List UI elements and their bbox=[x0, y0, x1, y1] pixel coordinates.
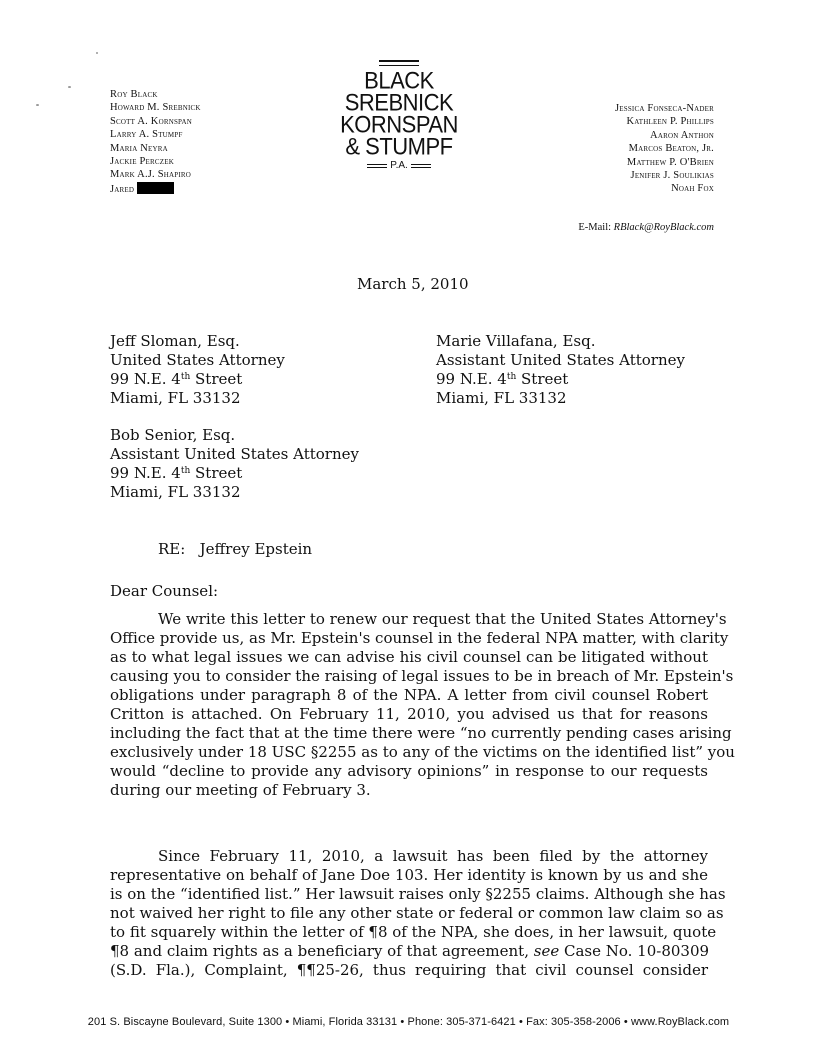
email-address: RBlack@RoyBlack.com bbox=[613, 222, 714, 233]
line-text-italic: see bbox=[533, 942, 560, 960]
roster-name: Aaron Anthon bbox=[650, 129, 714, 141]
street-name: Street bbox=[516, 370, 569, 388]
logo-rule-top-thin bbox=[379, 65, 419, 66]
recipient-name: Marie Villafana, Esq. bbox=[436, 332, 596, 350]
paragraph-line bbox=[110, 942, 708, 961]
recipient-street bbox=[110, 464, 359, 483]
roster-name: Marcos Beaton, Jr. bbox=[628, 143, 714, 155]
re-line bbox=[158, 540, 312, 559]
street-number: 99 N.E. 4 bbox=[436, 370, 507, 388]
recipient-street bbox=[110, 370, 285, 389]
recipient-street bbox=[436, 370, 685, 389]
recipient-name: Jeff Sloman, Esq. bbox=[110, 332, 240, 350]
ordinal-suffix: th bbox=[506, 372, 517, 382]
recipient-city: Miami, FL 33132 bbox=[436, 389, 567, 407]
logo-rule-left bbox=[367, 164, 387, 168]
paragraph-line: Critton is attached. On February 11, 2010, you advised us that for reasons bbox=[110, 705, 708, 723]
email-label: E-Mail: bbox=[578, 222, 612, 233]
logo-line: SREBNICK bbox=[344, 88, 454, 116]
re-label: RE: bbox=[158, 540, 186, 558]
paragraph-line: causing you to consider the raising of legal issues to be in breach of Mr. Epstein's bbox=[110, 667, 734, 685]
street-number: 99 N.E. 4 bbox=[110, 370, 181, 388]
street-number: 99 N.E. 4 bbox=[110, 464, 181, 482]
roster-name: Kathleen P. Phillips bbox=[626, 116, 714, 128]
paragraph-line: representative on behalf of Jane Doe 103. Her identity is known by us and she bbox=[110, 866, 708, 884]
roster-name: Jessica Fonseca-Nader bbox=[614, 103, 714, 114]
roster-name: Jackie Perczek bbox=[110, 156, 174, 168]
roster-name: Scott A. Kornspan bbox=[110, 115, 193, 127]
recipient-city: Miami, FL 33132 bbox=[110, 389, 241, 407]
redaction-block bbox=[137, 182, 174, 194]
scan-speck bbox=[68, 86, 71, 88]
line-text: ¶8 and claim rights as a beneficiary of that agreement, bbox=[110, 942, 534, 960]
roster-name: Jenifer J. Soulikias bbox=[630, 170, 714, 182]
paragraph-line: (S.D. Fla.), Complaint, ¶¶25-26, thus requiring that civil counsel consider bbox=[110, 961, 708, 979]
recipient-address bbox=[110, 332, 285, 408]
roster-name: Noah Fox bbox=[671, 183, 714, 195]
roster-name: Matthew P. O'Brien bbox=[626, 156, 714, 168]
street-name: Street bbox=[190, 370, 243, 388]
roster-name: Jared bbox=[110, 183, 135, 195]
recipient-address bbox=[110, 426, 359, 502]
logo-line: BLACK bbox=[364, 66, 434, 94]
paragraph-line: as to what legal issues we can advise his civil counsel can be litigated without bbox=[110, 648, 708, 666]
firm-logo bbox=[334, 60, 464, 172]
logo-line: & STUMPF bbox=[345, 132, 453, 160]
recipient-city: Miami, FL 33132 bbox=[110, 483, 241, 501]
paragraph-line: during our meeting of February 3. bbox=[110, 781, 371, 799]
letterhead-footer: 201 S. Biscayne Boulevard, Suite 1300 • Miami, Florida 33131 • Phone: 305-371-6421 • Fax: 305-358-2006 • www.RoyBlack.com bbox=[87, 1016, 730, 1028]
roster-name: Mark A.J. Shapiro bbox=[110, 169, 192, 181]
street-name: Street bbox=[190, 464, 243, 482]
paragraph-line: exclusively under 18 USC §2255 as to any of the victims on the identified list” you bbox=[110, 743, 735, 761]
paragraph-line: obligations under paragraph 8 of the NPA. A letter from civil counsel Robert bbox=[110, 686, 708, 704]
body-paragraph bbox=[110, 847, 726, 980]
recipient-title: Assistant United States Attorney bbox=[436, 351, 685, 369]
paragraph-line: is on the “identified list.” Her lawsuit raises only §2255 claims. Although she has bbox=[110, 885, 726, 903]
logo-suffix-row bbox=[334, 160, 464, 172]
salutation: Dear Counsel: bbox=[110, 582, 219, 600]
paragraph-line: We write this letter to renew our request that the United States Attorney's bbox=[158, 610, 727, 628]
ordinal-suffix: th bbox=[180, 372, 191, 382]
roster-name: Roy Black bbox=[110, 89, 158, 100]
body-paragraph bbox=[110, 610, 735, 800]
ordinal-suffix: th bbox=[180, 466, 191, 476]
roster-name: Maria Neyra bbox=[110, 142, 168, 154]
paragraph-line: would “decline to provide any advisory opinions” in response to our requests bbox=[110, 762, 708, 780]
letter-date: March 5, 2010 bbox=[357, 275, 469, 293]
re-subject: Jeffrey Epstein bbox=[199, 540, 313, 558]
paragraph-line: Since February 11, 2010, a lawsuit has been filed by the attorney bbox=[158, 847, 708, 865]
attorney-roster-right bbox=[615, 102, 714, 196]
roster-name: Larry A. Stumpf bbox=[110, 129, 183, 141]
paragraph-line: including the fact that at the time there were “no currently pending cases arising bbox=[110, 724, 732, 742]
recipient-name: Bob Senior, Esq. bbox=[110, 426, 236, 444]
attorney-roster-left bbox=[110, 88, 201, 196]
logo-suffix: P.A. bbox=[390, 160, 408, 171]
logo-rule-top bbox=[379, 60, 419, 62]
paragraph-line: not waived her right to file any other state or federal or common law claim so as bbox=[110, 904, 724, 922]
roster-name: Howard M. Srebnick bbox=[110, 102, 201, 114]
logo-line: KORNSPAN bbox=[340, 110, 458, 138]
paragraph-line: to fit squarely within the letter of ¶8 of the NPA, she does, in her lawsuit, quote bbox=[110, 923, 717, 941]
email-line bbox=[578, 222, 714, 233]
scan-speck bbox=[96, 52, 98, 54]
logo-rule-right bbox=[411, 164, 431, 168]
line-text: Case No. 10-80309 bbox=[559, 942, 710, 960]
recipient-title: United States Attorney bbox=[110, 351, 285, 369]
scan-speck bbox=[36, 104, 39, 106]
paragraph-line: Office provide us, as Mr. Epstein's counsel in the federal NPA matter, with clarity bbox=[110, 629, 729, 647]
recipient-title: Assistant United States Attorney bbox=[110, 445, 359, 463]
recipient-address bbox=[436, 332, 685, 408]
roster-name-redacted bbox=[110, 182, 201, 196]
